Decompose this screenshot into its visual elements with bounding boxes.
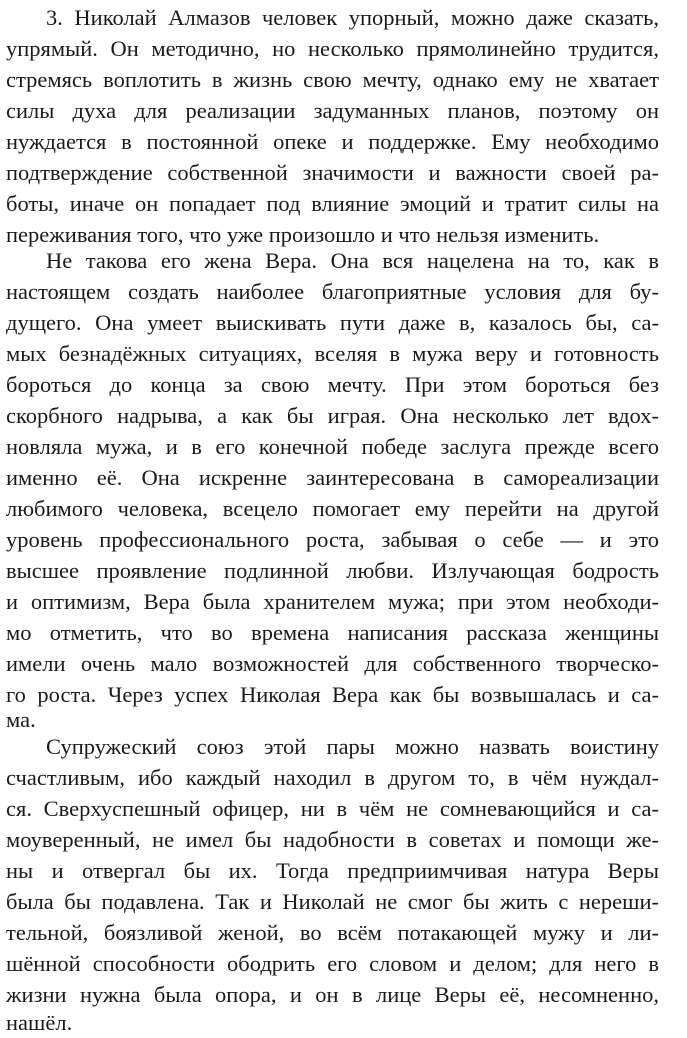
text-line: боты, иначе он попадает под влияние эмоций и тратит силы на [6, 191, 659, 216]
text-line: Не такова его жена Вера. Она вся нацелена на то, как в [46, 248, 659, 273]
text-line: 3. Николай Алмазов человек упорный, можно даже сказать, [46, 5, 659, 30]
text-line: была бы подавлена. Так и Николай не смог бы жить с нереши- [6, 889, 659, 914]
text-line: Супружеский союз этой пары можно назвать воистину [46, 734, 659, 759]
text-line: нуждается в постоянной опеке и поддержке. Ему необходимо [6, 129, 659, 154]
text-line: жизни нужна была опора, и он в лице Веры её, несомненно, [6, 982, 659, 1007]
text-line: настоящем создать наиболее благоприятные условия для бу- [6, 279, 659, 304]
text-line: го роста. Через успех Николая Вера как бы возвышалась и са- [6, 682, 659, 707]
text-line: скорбного надрыва, а как бы играя. Она несколько лет вдох- [6, 403, 659, 428]
text-line: силы духа для реализации задуманных планов, поэтому он [6, 98, 659, 123]
text-line: подтверждение собственной значимости и важности своей ра- [6, 160, 659, 185]
text-line: уровень профессионального роста, забывая о себе — и это [6, 527, 659, 552]
text-line: моуверенный, не имел бы надобности в советах и помощи же- [6, 827, 659, 852]
text-line: шённой способности ободрить его словом и делом; для него в [6, 951, 659, 976]
text-line: ма. [6, 707, 36, 732]
text-line: упрямый. Он методично, но несколько прямолинейно трудится, [6, 36, 659, 61]
text-line: мо отметить, что во времена написания рассказа женщины [6, 620, 659, 645]
text-line: дущего. Она умеет выискивать пути даже в, казалось бы, са- [6, 310, 659, 335]
text-line: ся. Сверхуспешный офицер, ни в чём не сомневающийся и са- [6, 796, 659, 821]
text-line: имели очень мало возможностей для собственного творческо- [6, 651, 659, 676]
text-line: счастливым, ибо каждый находил в другом то, в чём нуждал- [6, 765, 659, 790]
text-line: нашёл. [6, 1010, 73, 1035]
text-line: высшее проявление подлинной любви. Излучающая бодрость [6, 558, 659, 583]
text-line: тельной, боязливой женой, во всём потакающей мужу и ли- [6, 920, 659, 945]
text-line: стремясь воплотить в жизнь свою мечту, однако ему не хватает [6, 67, 659, 92]
text-line: переживания того, что уже произошло и что нельзя изменить. [6, 222, 600, 247]
text-line: любимого человека, всецело помогает ему перейти на другой [6, 496, 659, 521]
text-line: и оптимизм, Вера была хранителем мужа; при этом необходи- [6, 589, 659, 614]
text-line: бороться до конца за свою мечту. При этом бороться без [6, 372, 659, 397]
text-line: новляла мужа, и в его конечной победе заслуга прежде всего [6, 434, 659, 459]
text-line: мых безнадёжных ситуациях, вселяя в мужа веру и готовность [6, 341, 659, 366]
text-line: ны и отвергал бы их. Тогда предприимчивая натура Веры [6, 858, 659, 883]
text-line: именно её. Она искренне заинтересована в самореализации [6, 465, 659, 490]
